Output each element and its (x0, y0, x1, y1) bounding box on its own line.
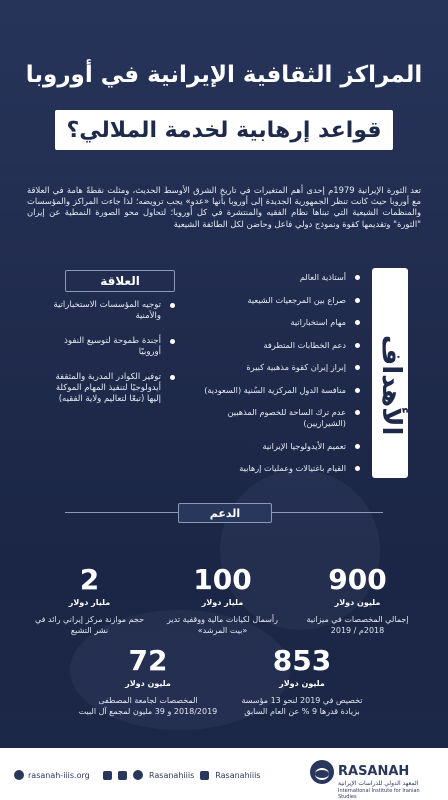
footer-bar (0, 748, 448, 800)
goal-text: تعميم الأيدولوجيا الإيرانية (262, 440, 346, 451)
brand-subtitle-en: International Institute for Iranian Studies (338, 788, 420, 800)
stat-unit: مليون دولار (334, 598, 381, 607)
website-text: rasanah-iiis.org (28, 770, 90, 780)
intro-paragraph: تعد الثورة الإيرانية 1979م إحدى أهم المتغيرات في تاريخ الشرق الأوسط الحديث، ومثلت نقطةً هامة في العلاقة مع أوروبا حيث كانت تنظر الجمهورية الجديدة إلى أوروبا بأنها «عدو» يجب ترويضه؛ لذا جاءت المراكز والمؤسسات والمنظمات الشيعية التي تبناها نظام الفقيه والمنتشرة في كل أوروبا؛ لتحاول محو الصورة النمطية عن إيران "الثورة" وتقديمها كقوة ونموذج دولي فاعل وحاضن لكل الطائفة الشيعية (27, 185, 422, 229)
bullet-icon (355, 275, 360, 280)
relationship-list (40, 300, 175, 419)
relationship-item-text: أجندة طموحة لتوسيع النفوذ أوروبيًا (64, 336, 161, 357)
relationship-item (40, 336, 175, 358)
bullet-icon (170, 339, 175, 344)
facebook-icon[interactable] (200, 771, 209, 780)
stat-2 (27, 565, 152, 636)
stat-900 (295, 565, 420, 636)
goal-text: عدم ترك الساحة للخصوم المذهبين (الشيرازيين) (227, 407, 346, 428)
bullet-icon (355, 388, 360, 393)
goal-item (190, 317, 360, 328)
goal-text: إبراز إيران كقوة مذهبية كبيرة (246, 362, 346, 372)
youtube-icon[interactable] (118, 771, 127, 780)
support-label: الدعم (178, 503, 272, 523)
globe-icon (14, 770, 24, 780)
twitter-icon[interactable] (133, 770, 143, 780)
goal-item (190, 385, 360, 396)
footer-social (103, 770, 260, 780)
bullet-icon (355, 466, 360, 471)
goal-text: دعم الخطابات المتطرفة (263, 339, 346, 350)
goal-text: منافسة الدول المركزية السُنية (السعودية) (204, 384, 346, 395)
bullet-icon (170, 375, 175, 380)
bullet-icon (355, 343, 360, 348)
stat-description: المخصصات لجامعة المصطفى 2018/2019 و 39 مليون لمجمع آل البيت (78, 696, 218, 716)
stat-description: إجمالي المخصصات في ميزانية 2018م / 2019 (306, 615, 409, 635)
goal-item (190, 407, 360, 429)
subtitle-box (55, 110, 393, 150)
stat-number: 2 (79, 563, 100, 596)
goals-list (190, 272, 360, 486)
goal-item (190, 295, 360, 306)
brand-subtitle-ar: المعهد الدولي للدراسات الإيرانية (338, 780, 419, 787)
relationship-item (40, 372, 175, 405)
goals-label: الأهداف (376, 334, 406, 436)
bullet-icon (355, 444, 360, 449)
goal-item (190, 463, 360, 474)
bullet-icon (355, 365, 360, 370)
stat-number: 900 (328, 563, 387, 596)
rasanah-logo-icon (310, 760, 334, 784)
instagram-icon[interactable] (103, 771, 112, 780)
stat-number: 100 (193, 563, 252, 596)
stat-unit: مليار دولار (201, 598, 244, 607)
stat-unit: مليون دولار (279, 679, 325, 688)
goal-item (190, 362, 360, 373)
bullet-icon (355, 298, 360, 303)
brand-name: RASANAH (338, 764, 410, 779)
stat-unit: مليون دولار (125, 679, 171, 688)
goal-text: أستاذية العالم (299, 272, 346, 282)
page-title: المراكز الثقافية الإيرانية في أوروبا (25, 62, 423, 88)
stat-unit: مليار دولار (68, 598, 111, 607)
stat-description: رأسمال لكيانات مالية ووقفية تدير «بيت المرشد» (167, 615, 278, 635)
stat-number: 853 (272, 644, 332, 677)
goal-text: صراع بين المرجعيات الشيعية (247, 294, 346, 305)
goal-item (190, 272, 360, 283)
goal-text: القيام باغتيالات وعمليات إرهابية (239, 463, 346, 473)
bullet-icon (355, 320, 360, 325)
goal-item (190, 441, 360, 452)
social-handle[interactable]: Rasanahiiis (215, 770, 261, 780)
bullet-icon (355, 410, 360, 415)
stat-number: 72 (128, 644, 168, 677)
page-subtitle: قواعد إرهابية لخدمة الملالي؟ (66, 117, 382, 143)
goal-item (190, 340, 360, 351)
goal-text: مهام استخباراتية (290, 317, 346, 327)
stat-72 (78, 646, 218, 717)
relationship-item-text: توفير الكوادر المدربة والمثقفة أيدولوجيًا لتنفيذ المهام الموكلة إليها (تبعًا لتعاليم ولاية الفقيه) (55, 372, 161, 404)
stat-description: حجم موازنة مركز إيراني رائد في نشر التشيع (34, 615, 145, 635)
stat-853 (232, 646, 372, 717)
relationship-item (40, 300, 175, 322)
stat-description: تخصيص في 2019 لنحو 13 مؤسسة بزيادة قدرها 9 % عن العام السابق (241, 696, 363, 716)
relationship-item-text: توجيه المؤسسات الاستخباراتية والأمنية (53, 300, 161, 321)
stat-100 (160, 565, 285, 636)
footer-website[interactable] (14, 770, 90, 780)
social-handle[interactable]: Rasanahiiis (149, 770, 195, 780)
bullet-icon (170, 303, 175, 308)
rasanah-logo (310, 760, 438, 800)
relationship-header: العلاقة (65, 270, 175, 292)
